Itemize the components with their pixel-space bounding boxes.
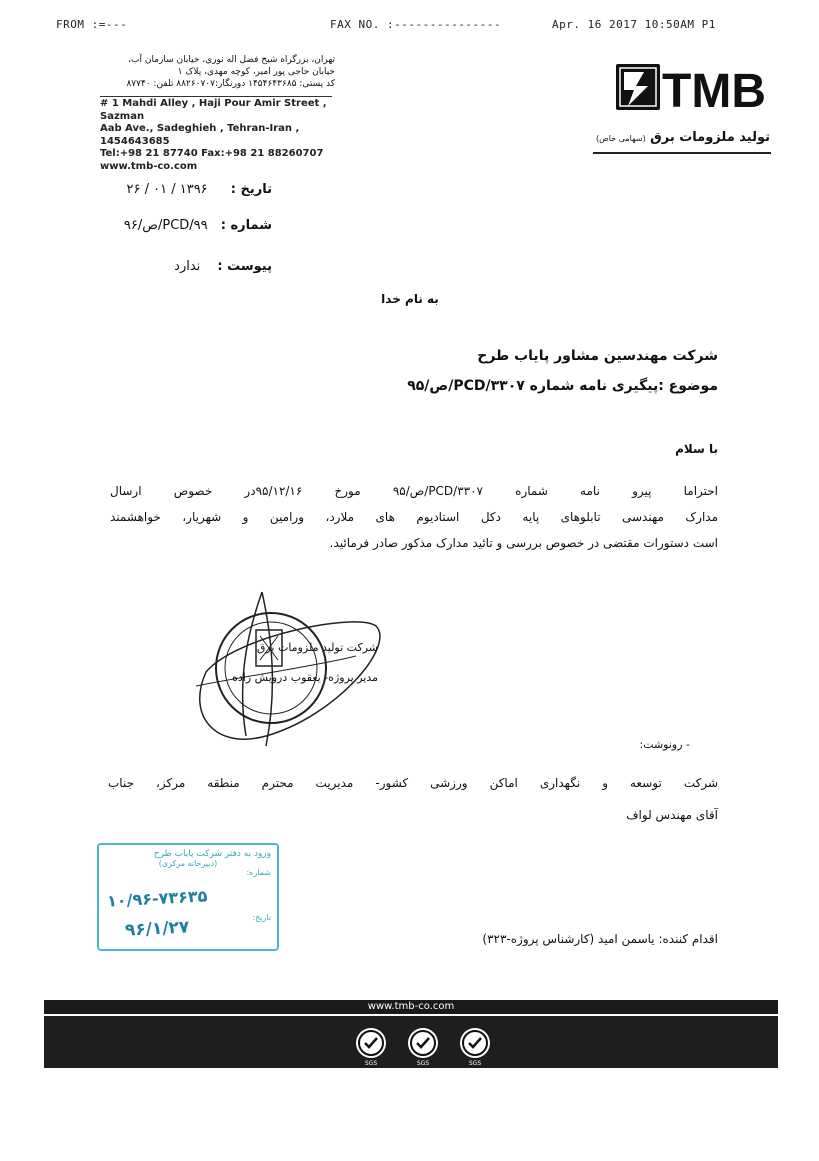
- date-field: [100, 178, 272, 197]
- company-name-fa: تولید ملزومات برق: [650, 130, 770, 145]
- stamp-line-2: (دبیرخانه مرکزی): [158, 859, 218, 868]
- greeting: با سلام: [675, 442, 718, 456]
- receipt-stamp: [97, 843, 279, 951]
- number-field: [100, 214, 272, 233]
- attachment-value: ندارد: [174, 259, 201, 274]
- fax-from: FROM :=---: [56, 18, 128, 31]
- fax-datetime: Apr. 16 2017 10:50AM P1: [552, 18, 716, 31]
- stamp-number-value: ۱۰/۹۶-۷۳۶۳۵: [106, 886, 208, 911]
- stamp-line-1: ورود به دفتر شرکت پایاب طرح: [153, 849, 271, 859]
- address-fa-line-3: کد پستی: ۱۴۵۴۶۴۳۶۸۵ دورنگار:۸۸۲۶۰۷۰۷ تلفن: ۸۷۷۴۰: [126, 79, 335, 89]
- signature-title: مدیر پروژه- یعقوب درویش زاده: [232, 671, 378, 684]
- letter-body: [110, 478, 718, 556]
- number-value: PCD/۹۹/ص/۹۶: [123, 218, 208, 233]
- copy-label: - رونوشت:: [639, 738, 690, 751]
- logo-divider: [593, 152, 771, 154]
- attachment-label: پیوست :: [217, 259, 272, 274]
- company-type: (سهامی خاص): [595, 134, 646, 143]
- address-en-line-3: Tel:+98 21 87740 Fax:+98 21 88260707: [100, 148, 324, 159]
- stamp-date-label: تاریخ:: [252, 913, 271, 922]
- footer-website: www.tmb-co.com: [44, 1000, 778, 1014]
- copy-line-2: آقای مهندس لواف: [626, 808, 718, 822]
- fax-number: FAX NO. :---------------: [330, 18, 501, 31]
- action-by: اقدام کننده: یاسمن امید (کارشناس پروژه-۳۲۳): [482, 932, 718, 946]
- body-line-1: احتراما پیرو نامه شماره PCD/۳۳۰۷/ص/۹۵ مورخ ۹۵/۱۲/۱۶در خصوص ارسال: [110, 484, 719, 498]
- company-name: [590, 130, 770, 145]
- address-en-line-2: Aab Ave., Sadeghieh , Tehran-Iran , 1454643685: [100, 123, 300, 147]
- recipient: شرکت مهندسین مشاور پایاب طرح: [477, 348, 718, 364]
- stamp-number-label: شماره:: [246, 868, 271, 877]
- letterhead-website: www.tmb-co.com: [100, 160, 198, 172]
- body-line-2: مدارک مهندسی تابلوهای پایه دکل استادیوم های ملارد، ورامین و شهریار، خواهشمند: [110, 510, 718, 524]
- address-fa-line-2: خیابان حاجی پور امیر، کوچه مهدی، پلاک ۱: [177, 67, 335, 77]
- invocation: به نام خدا: [381, 292, 439, 306]
- body-line-3: است دستورات مقتضی در خصوص بررسی و تائید مدارک مذکور صادر فرمائید.: [329, 536, 718, 550]
- address-en-line-1: # 1 Mahdi Alley , Haji Pour Amir Street , Sazman: [100, 98, 327, 122]
- address-divider: [100, 96, 332, 97]
- sgs-cert-label: SGS: [468, 1060, 482, 1067]
- date-label: تاریخ :: [230, 182, 272, 197]
- sgs-cert-label: SGS: [364, 1060, 378, 1067]
- address-english: [100, 98, 360, 173]
- sgs-cert-label: SGS: [416, 1060, 430, 1067]
- stamp-date-value: ۹۶/۱/۲۷: [124, 917, 190, 941]
- address-persian: [100, 54, 335, 90]
- sgs-cert-icon: [408, 1028, 438, 1058]
- company-logo: [614, 60, 772, 116]
- sgs-cert-icon: [356, 1028, 386, 1058]
- signature-company: شرکت تولید ملزومات برق: [256, 641, 378, 654]
- logo-wordmark: TMB: [662, 65, 766, 116]
- address-fa-line-1: تهران، بزرگراه شیخ فضل اله نوری، خیابان سازمان آب،: [128, 55, 335, 65]
- subject: موضوع :پیگیری نامه شماره PCD/۳۳۰۷/ص/۹۵: [407, 378, 718, 394]
- number-label: شماره :: [220, 218, 272, 233]
- sgs-cert-icon: [460, 1028, 490, 1058]
- attachment-field: [100, 255, 272, 274]
- date-value: ۱۳۹۶ / ۰۱ / ۲۶: [126, 182, 208, 197]
- copy-line-1: شرکت توسعه و نگهداری اماکن ورزشی کشور- مدیریت محترم منطقه مرکز، جناب: [108, 776, 718, 790]
